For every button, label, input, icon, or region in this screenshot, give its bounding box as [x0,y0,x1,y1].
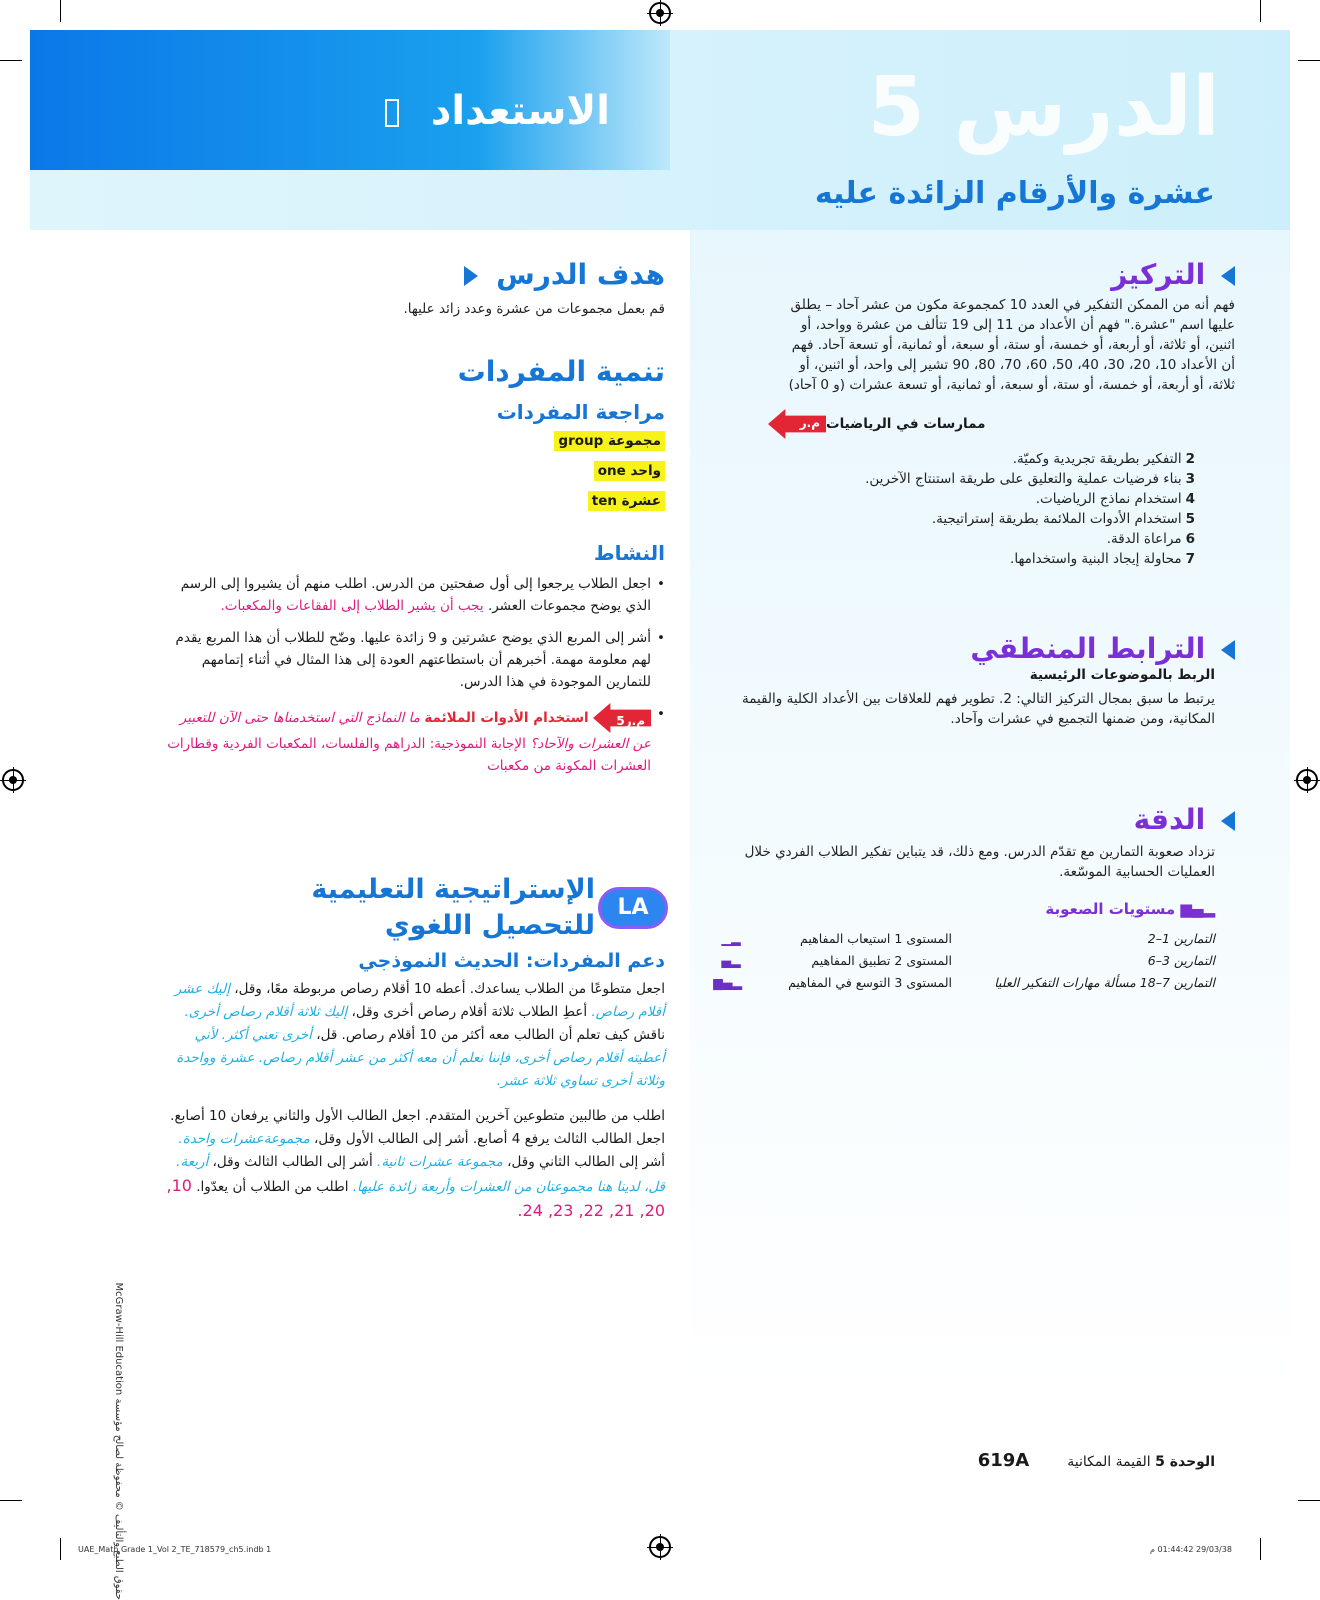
crop-mark [1260,1538,1261,1560]
coherence-section [720,632,1235,729]
strategy-section [165,872,665,1224]
list-item: 7محاولة إيجاد البنية واستخدامها. [1010,551,1195,567]
page-footer [900,1450,1215,1471]
crop-mark [60,0,61,22]
crop-mark [1298,1500,1320,1501]
practices-list [760,449,1235,569]
list-item: واحد one [160,460,665,481]
levels-title: ▂▄▆ مستويات الصعوبة [1045,900,1215,918]
list-item: 2التفكير بطريقة تجريدية وكميّة. [1012,451,1195,467]
strategy-heading: الإستراتيجية التعليمية للتحصيل اللغوي [311,874,595,941]
practices-badge: م.ر [768,409,826,439]
vocab-heading: تنمية المفردات [457,355,665,388]
lesson-title: الدرس 5 [867,60,1220,155]
triangle-icon [464,266,478,286]
ready-heading: الاستعداد [250,88,610,134]
objective-heading: هدف الدرس [170,258,665,291]
registration-mark-icon [1296,769,1318,791]
unit-label: الوحدة 5 القيمة المكانية [1067,1454,1215,1470]
table-row: ▂▄ المستوى 2 تطبيق المفاهيم التمارين 3–6 [720,950,1215,972]
vocab-review-heading: مراجعة المفردات [496,400,665,424]
crop-mark [0,1500,22,1501]
crop-mark [1260,0,1261,22]
registration-mark-icon [649,2,671,24]
rigor-text: تزداد صعوبة التمارين مع تقدّم الدرس. ومع ذلك، قد يتباين تفكير الطلاب الفردي خلال العمليات الحسابية الموسّعة. [744,844,1215,880]
la-badge: LA [598,887,668,929]
registration-mark-icon [2,769,24,791]
rigor-heading: الدقة [720,803,1235,836]
vocab-section [160,355,665,777]
notebook-icon [385,99,399,127]
list-item: عشرة ten [160,490,665,511]
registration-mark-icon [649,1536,671,1558]
lesson-subtitle: عشرة والأرقام الزائدة عليه [814,176,1215,211]
triangle-icon [1221,266,1235,286]
list-item: مجموعة group [160,430,665,451]
coherence-subheading: الربط بالموضوعات الرئيسية [1029,667,1215,683]
list-item: 6مراعاة الدقة. [1106,531,1195,547]
vocab-words [160,430,665,511]
coherence-text: يرتبط ما سبق بمجال التركيز التالي: 2. تطوير فهم للعلاقات بين الأعداد الكلية والقيمة المكانية، ومن ضمنها التجميع في عشرات وآحاد. [741,691,1215,727]
list-item: • م.ر5 استخدام الأدوات الملائمة ما النماذج التي استخدمناها حتى الآن للتعبير عن العشرات والآحاد؟ الإجابة النموذجية: الدراهم والفلسات، المكعبات الفردية وقطارات العشرات المكونة من مكعبات [160,703,665,777]
strategy-paragraph-1: اجعل متطوعًا من الطلاب يساعدك. أعطه 10 أقلام رصاص مربوطة معًا، وقل، إليك عشر أقلام رصاص. أعطِ الطلاب ثلاثة أقلام رصاص أخرى وقل، إليك ثلاثة أقلام رصاص أخرى. ناقش كيف تعلم أن الطالب معه أكثر من 10 أقلام رصاص. قل، أخرى تعني أكثر. لأني أعطيته أقلام رصاص أخرى، فإننا نعلم أن معه أكثر من عشر أقلام رصاص. عشرة وواحدة وثلاثة أخرى تساوي ثلاثة عشر. [174,981,665,1089]
print-timestamp: 29/03/38 01:44:42 م [1150,1545,1232,1554]
crop-mark [0,60,22,61]
level-2-icon: ▂▄ [721,953,741,968]
coherence-heading: الترابط المنطقي [720,632,1235,665]
activity-list [160,573,665,777]
practices-header: م.ر ممارسات في الرياضيات [760,409,1235,439]
crop-mark [1298,60,1320,61]
activity-heading: النشاط [593,541,665,565]
levels-table [713,928,1235,994]
file-slug: UAE_Math Grade 1_Vol 2_TE_718579_ch5.indb 1 [78,1545,272,1554]
level-1-icon: ▂▁ [721,931,741,946]
table-row: ▂▄▆ المستوى 3 التوسع في المفاهيم التمارين 7–18 مسألة مهارات التفكير العليا [720,972,1215,994]
triangle-icon [1221,811,1235,831]
objective-section [170,258,665,319]
list-item: • أشر إلى المربع الذي يوضح عشرتين و 9 زائدة عليها. وضّح للطلاب أن هذا المربع يقدم لهم معلومة مهمة. أخبرهم أن باستطاعتهم العودة إلى هذا المثال في أثناء إتمامهم للتمارين الموجودة في هذا الدرس. [160,627,665,693]
strategy-paragraph-2: اطلب من طالبين متطوعين آخرين المتقدم. اجعل الطالب الأول والثاني يرفعان 10 أصابع. اجعل الطالب الثالث يرفع 4 أصابع. أشر إلى الطالب الأول وقل، مجموعةعشرات واحدة. أشر إلى الطالب الثاني وقل، مجموعة عشرات ثانية. أشر إلى الطالب الثالث وقل، أربعة. قل، لدينا هنا مجموعتان من العشرات وأربعة زائدة عليها. اطلب من الطلاب أن يعدّوا. 10, 20, 21, 22, 23, 24. [166,1108,665,1220]
focus-section [760,258,1235,569]
focus-heading: التركيز [760,258,1235,291]
copyright-credit: حقوق الطبع والتأليف © محفوظة لصالح مؤسسة McGraw-Hill Education [113,1282,124,1600]
rigor-section [713,803,1235,994]
focus-text: فهم أنه من الممكن التفكير في العدد 10 كمجموعة مكون من عشر آحاد – يطلق عليها اسم "عشرة." فهم أن الأعداد من 11 إلى 19 تتألف من عشرة وواحد، أو اثنين، أو ثلاثة، أو أربعة، أو خمسة، أو ستة، أو سبعة، أو ثمانية، أو تسعة آحاد. فهم أن الأعداد 10، 20، 30، 40، 50، 60، 70، 80، 90 تشير إلى واحد، أو اثنين، أو ثلاثة، أو أربعة، أو خمسة، أو ستة، أو سبعة، أو ثمانية، أو تسعة عشرات (و 0 آحاد) [788,297,1235,393]
strategy-subheading: دعم المفردات: الحديث النموذجي [358,950,665,972]
list-item: 5استخدام الأدوات الملائمة بطريقة إستراتيجية. [931,511,1195,527]
practice-5-badge: • م.ر5 [593,703,651,733]
page-number: 619A [977,1450,1030,1471]
crop-mark [60,1538,61,1560]
level-3-icon: ▂▄▆ [713,975,742,990]
list-item: • اجعل الطلاب يرجعوا إلى أول صفحتين من الدرس. اطلب منهم أن يشيروا إلى الرسم الذي يوضح مجموعات العشر. يجب أن يشير الطلاب إلى الفقاعات والمكعبات. [160,573,665,617]
objective-text: قم بعمل مجموعات من عشرة وعدد زائد عليها. [403,301,665,317]
list-item: 3بناء فرضيات عملية والتعليق على طريقة استنتاج الآخرين. [865,471,1195,487]
list-item: 4استخدام نماذج الرياضيات. [1035,491,1195,507]
table-row: ▂▁ المستوى 1 استيعاب المفاهيم التمارين 1–2 [720,928,1215,950]
bars-icon: ▂▄▆ [1180,900,1215,918]
triangle-icon [1221,640,1235,660]
